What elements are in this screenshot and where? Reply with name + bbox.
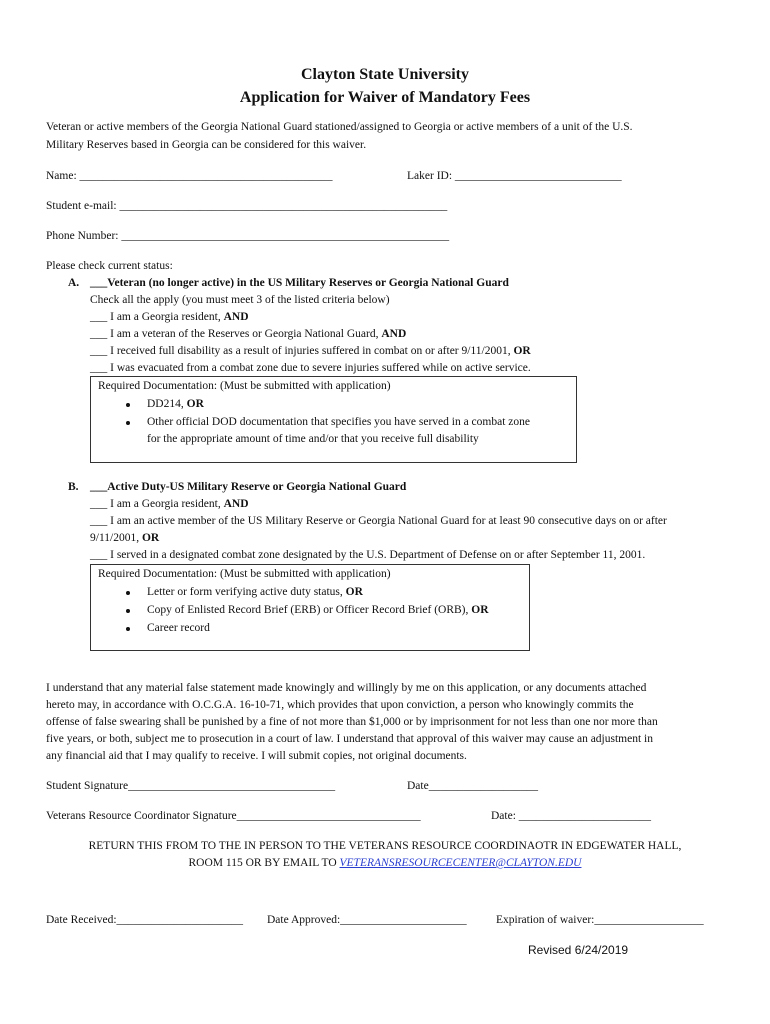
form-title: Application for Waiver of Mandatory Fees bbox=[239, 89, 531, 106]
section-b-criterion-1[interactable]: ___ I am a Georgia resident, AND bbox=[90, 498, 249, 510]
section-a-doc-2-continuation: for the appropriate amount of time and/or that you receive full disability bbox=[147, 433, 479, 445]
section-a-criterion-4[interactable]: ___ I was evacuated from a combat zone due to severe injuries suffered while on active service. bbox=[90, 362, 531, 374]
section-a-criterion-1[interactable]: ___ I am a Georgia resident, AND bbox=[90, 311, 249, 323]
attestation-line-3: offense of false swearing shall be punished by a fine of not more than $1,000 or by imprisonment for not less than one nor more than bbox=[46, 716, 658, 728]
student-signature-field[interactable]: Student Signature____________________________________ bbox=[46, 780, 336, 792]
attestation-line-2: hereto may, in accordance with O.C.G.A. 16-10-71, which provides that upon conviction, a person who knowingly commits the bbox=[46, 699, 634, 711]
date-approved-field[interactable]: Date Approved:______________________ bbox=[267, 914, 467, 926]
veterans-email-link[interactable]: VETERANSRESOURCECENTER@CLAYTON.EDU bbox=[339, 857, 582, 869]
section-a-heading-checkbox[interactable]: ___Veteran (no longer active) in the US Military Reserves or Georgia National Guard bbox=[90, 277, 509, 289]
intro-line-2: Military Reserves based in Georgia can be considered for this waiver. bbox=[46, 139, 367, 151]
laker-id-field[interactable]: Laker ID: _____________________________ bbox=[407, 170, 622, 182]
section-b-heading-checkbox[interactable]: ___Active Duty-US Military Reserve or Georgia National Guard bbox=[90, 481, 407, 493]
section-a-doc-header: Required Documentation: (Must be submitted with application) bbox=[98, 380, 391, 392]
return-instructions-line-1: RETURN THIS FROM TO THE IN PERSON TO THE VETERANS RESOURCE COORDINAOTR IN EDGEWATER HALL, bbox=[88, 840, 682, 852]
bullet-icon bbox=[126, 591, 130, 595]
section-b-criterion-2-continuation: 9/11/2001, OR bbox=[90, 532, 160, 544]
phone-number-field[interactable]: Phone Number: _________________________________________________________ bbox=[46, 230, 450, 242]
expiration-field[interactable]: Expiration of waiver:___________________ bbox=[496, 914, 704, 926]
section-b-doc-2: Copy of Enlisted Record Brief (ERB) or Officer Record Brief (ORB), OR bbox=[147, 604, 489, 616]
name-field[interactable]: Name: ____________________________________________ bbox=[46, 170, 333, 182]
revised-date: Revised 6/24/2019 bbox=[528, 943, 629, 957]
attestation-line-1: I understand that any material false statement made knowingly and willingly by me on this application, or any documents attached bbox=[46, 682, 647, 694]
section-b-criterion-3[interactable]: ___ I served in a designated combat zone designated by the U.S. Department of Defense on or after September 11, 2001. bbox=[90, 549, 646, 561]
section-b-doc-header: Required Documentation: (Must be submitted with application) bbox=[98, 568, 391, 580]
bullet-icon bbox=[126, 421, 130, 425]
bullet-icon bbox=[126, 609, 130, 613]
section-b-doc-1: Letter or form verifying active duty status, OR bbox=[147, 586, 363, 598]
section-a-criterion-2[interactable]: ___ I am a veteran of the Reserves or Georgia National Guard, AND bbox=[90, 328, 407, 340]
section-b-doc-3: Career record bbox=[147, 622, 210, 634]
date-received-field[interactable]: Date Received:______________________ bbox=[46, 914, 244, 926]
section-a-instructions: Check all the apply (you must meet 3 of the listed criteria below) bbox=[90, 294, 390, 306]
attestation-line-5: any financial aid that I may qualify to receive. I will submit copies, not original documents. bbox=[46, 750, 467, 762]
university-name: Clayton State University bbox=[301, 66, 469, 83]
section-b-criterion-2[interactable]: ___ I am an active member of the US Military Reserve or Georgia National Guard for at least 90 consecutive days on or after bbox=[90, 515, 667, 527]
section-a-criterion-3[interactable]: ___ I received full disability as a result of injuries suffered in combat on or after 9/11/2001, OR bbox=[90, 345, 531, 357]
bullet-icon bbox=[126, 403, 130, 407]
student-email-field[interactable]: Student e-mail: _________________________________________________________ bbox=[46, 200, 448, 212]
section-b-letter: B. bbox=[68, 481, 79, 493]
bullet-icon bbox=[126, 627, 130, 631]
return-instructions-line-2: ROOM 115 OR BY EMAIL TO VETERANSRESOURCECENTER@CLAYTON.EDU bbox=[188, 857, 582, 869]
section-a-doc-2: Other official DOD documentation that specifies you have served in a combat zone bbox=[147, 416, 530, 428]
coordinator-date-field[interactable]: Date: _______________________ bbox=[491, 810, 652, 822]
section-a-doc-1: DD214, OR bbox=[147, 398, 204, 410]
student-date-field[interactable]: Date___________________ bbox=[407, 780, 538, 792]
intro-line-1: Veteran or active members of the Georgia National Guard stationed/assigned to Georgia or active members of a unit of the U.S. bbox=[46, 121, 633, 133]
section-a-letter: A. bbox=[68, 277, 80, 289]
coordinator-signature-field[interactable]: Veterans Resource Coordinator Signature________________________________ bbox=[46, 810, 421, 822]
status-prompt: Please check current status: bbox=[46, 260, 173, 272]
attestation-line-4: five years, or both, subject me to prosecution in a court of law. I understand that approval of this waiver may cause an adjustment in bbox=[46, 733, 653, 745]
